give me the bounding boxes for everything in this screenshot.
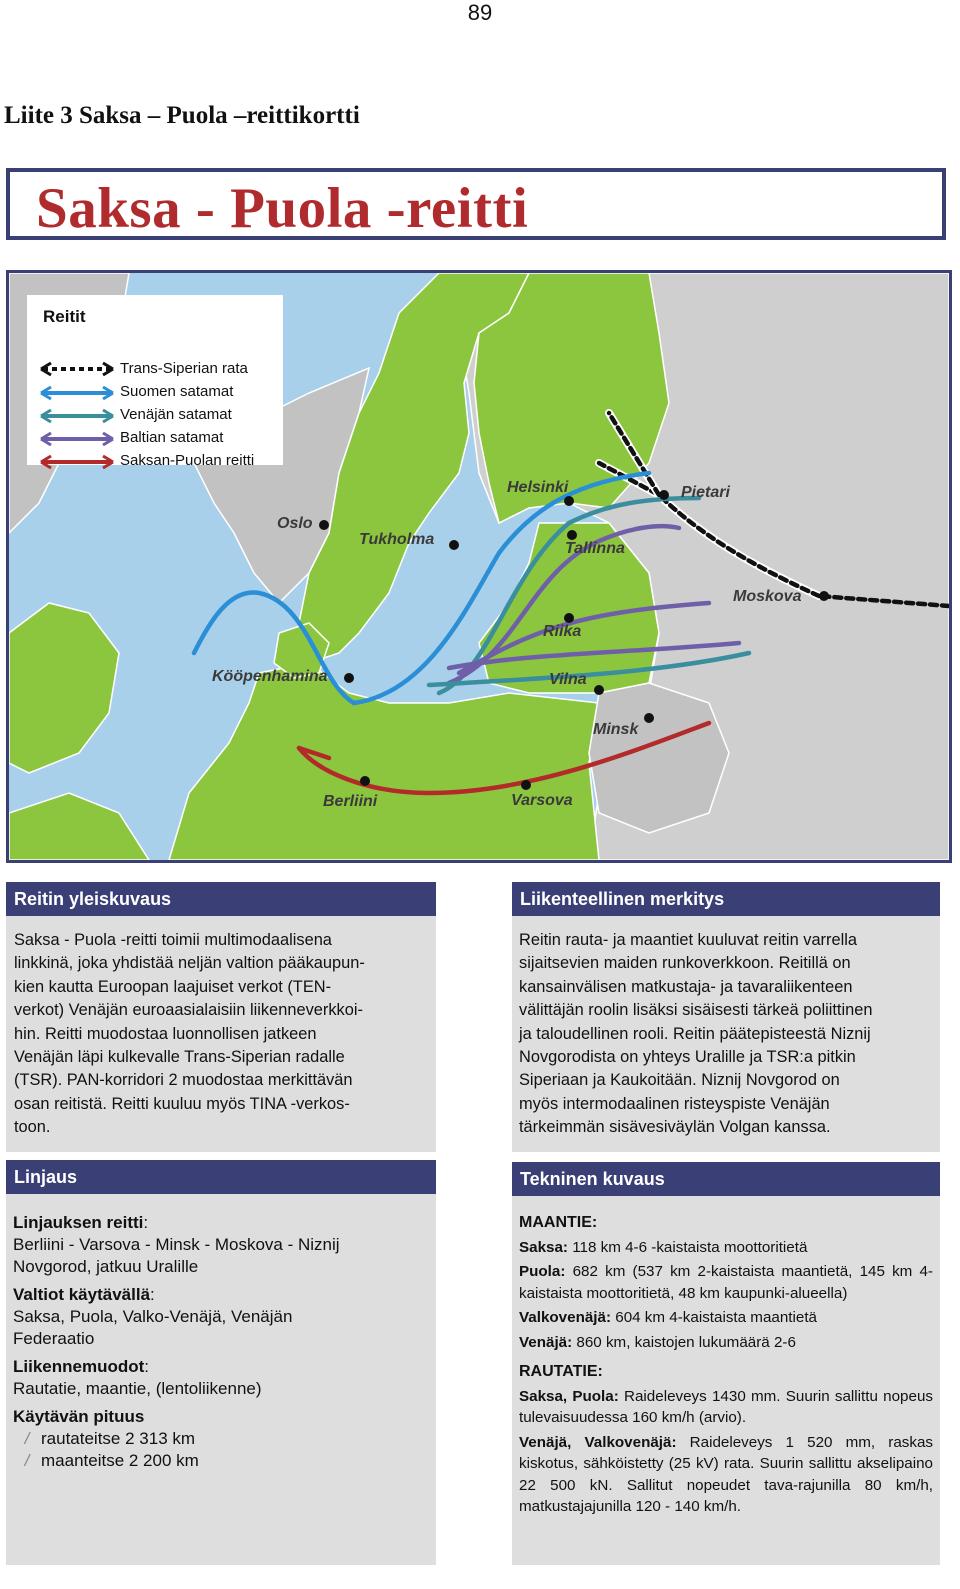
text-line: toon. — [14, 1118, 51, 1137]
text-line: tärkeimmän sisävesiväylän Volgan kanssa. — [519, 1118, 831, 1137]
road-country: Venäjä: — [519, 1333, 573, 1351]
significance-text — [519, 929, 933, 1140]
legend-item: Saksan-Puolan reitti — [120, 452, 255, 469]
text-line: kansainvälisen matkustaja- ja tavaraliikenteen — [519, 977, 853, 996]
alignment-content: Linjauksen reitti: Berliini - Varsova - Minsk - Moskova - Niznij Novgorod, jatkuu Uralille Valtiot käytävällä: Saksa, Puola, Valko-Venäjä, Venäjän Federaatio Liikennemuodot: Rautatie, maantie, (lentoliikenne) Käytävän pituus / rautateitse 2 313 km / maanteitse 2 200 km — [13, 1212, 427, 1472]
text-line: sijaitsevien maiden runkoverkkoon. Reitillä on — [519, 954, 851, 973]
text-line: osan reitistä. Reitti kuuluu myös TINA -verkos- — [14, 1094, 350, 1113]
text-line: välittäjän roolin lisäksi sisäisesti tärkeä poliittinen — [519, 1001, 873, 1020]
route-map — [6, 270, 952, 863]
text-line: Reitin rauta- ja maantiet kuuluvat reitin varrella — [519, 931, 857, 949]
rail-spec: Raideleveys 1430 mm. Suurin sallittu nopeus tulevaisuudessa 160 km/h (arvio). — [519, 1387, 933, 1426]
text-line: verkot) Venäjän euroaasialaisiin liikenneverkkoi- — [14, 1001, 363, 1020]
page-number: 89 — [467, 0, 493, 25]
route-line: Berliini - Varsova - Minsk - Moskova - Niznij — [13, 1235, 340, 1254]
modes-value: Rautatie, maantie, (lentoliikenne) — [13, 1379, 262, 1398]
technical-header: Tekninen kuvaus — [512, 1162, 940, 1196]
appendix-title: Liite 3 Saksa – Puola –reittikortti — [4, 102, 360, 129]
road-country: Puola: — [519, 1263, 566, 1280]
route-title-box — [6, 168, 946, 240]
city-label-moskova: Moskova — [733, 588, 802, 605]
bullet-icon: / — [24, 1451, 30, 1470]
road-spec: 118 km 4-6 -kaistaista moottoritietä — [567, 1238, 808, 1256]
city-label-berliini: Berliini — [323, 793, 378, 810]
legend-arrow-trans-siberian — [39, 361, 115, 377]
rail-spec: Raideleveys 1 520 mm, raskas kiskotus, sähköistetty (25 kV) rata. Suurin sallittu akselipaino 22 500 kN. Sallitut nopeudet tava-rajunilla 80 km/h, matkustajajunilla 120 - 140 km/h. — [519, 1433, 933, 1515]
legend-arrow-germany-poland — [39, 454, 115, 470]
route-label: Linjauksen reitti — [13, 1213, 144, 1232]
text-line: hin. Reitti muodostaa luonnollisen jatkeen — [14, 1024, 317, 1043]
route-title: Saksa - Puola -reitti — [36, 177, 529, 240]
rail-country: Venäjä, Valkovenäjä: — [519, 1433, 677, 1451]
overview-text — [14, 929, 428, 1140]
modes-label: Liikennemuodot — [13, 1357, 145, 1376]
city-label-kooopenhamina: Kööpenhamina — [212, 668, 328, 685]
road-country: Valkovenäjä: — [519, 1309, 612, 1326]
road-country: Saksa: — [519, 1238, 568, 1256]
significance-header: Liikenteellinen merkitys — [512, 882, 940, 916]
city-label-vilna: Vilna — [549, 671, 587, 688]
legend-item: Suomen satamat — [120, 383, 234, 400]
technical-content — [519, 1212, 933, 1518]
legend-title: Reitit — [43, 307, 86, 326]
legend-item: Venäjän satamat — [120, 406, 232, 423]
text-line: myös intermodaalinen risteyspiste Venäjän — [519, 1094, 830, 1113]
states-label: Valtiot käytävällä — [13, 1285, 151, 1304]
alignment-header: Linjaus — [6, 1160, 436, 1194]
text-line: kien kautta Euroopan laajuiset verkot (TEN- — [14, 977, 332, 996]
city-label-helsinki: Helsinki — [507, 479, 569, 496]
city-label-varsova: Varsova — [511, 792, 573, 809]
route-line: Novgorod, jatkuu Uralille — [13, 1257, 199, 1276]
legend-arrow-finnish-ports — [39, 385, 115, 401]
road-title: MAANTIE: — [519, 1214, 598, 1231]
states-line: Federaatio — [13, 1329, 95, 1348]
rail-country: Saksa, Puola: — [519, 1387, 619, 1405]
text-line: (TSR). PAN-korridori 2 muodostaa merkittävän — [14, 1071, 353, 1090]
city-label-oslo: Oslo — [277, 515, 313, 532]
city-label-pietari: Pietari — [681, 484, 730, 501]
road-spec: 860 km, kaistojen lukumäärä 2-6 — [572, 1333, 796, 1351]
text-line: Saksa - Puola -reitti toimii multimodaalisena — [14, 931, 332, 949]
legend-arrow-russian-ports — [39, 408, 115, 424]
city-label-tukholma: Tukholma — [359, 531, 435, 548]
overview-header: Reitin yleiskuvaus — [6, 882, 436, 916]
length-road: maanteitse 2 200 km — [41, 1451, 199, 1470]
bullet-icon: / — [24, 1429, 30, 1448]
legend-item: Trans-Siperian rata — [120, 360, 248, 377]
city-label-tallinna: Tallinna — [565, 540, 625, 557]
legend-item: Baltian satamat — [120, 429, 224, 446]
road-spec: 604 km 4-kaistaista maantietä — [611, 1309, 818, 1326]
length-rail: rautateitse 2 313 km — [41, 1429, 196, 1448]
text-line: linkkinä, joka yhdistää neljän valtion pääkaupun- — [14, 954, 365, 973]
states-line: Saksa, Puola, Valko-Venäjä, Venäjän — [13, 1307, 293, 1326]
length-label: Käytävän pituus — [13, 1407, 145, 1426]
legend-arrow-baltic-ports — [39, 431, 115, 447]
text-line: ja taloudellinen rooli. Reitin päätepisteestä Niznij — [519, 1024, 871, 1043]
map-legend — [27, 295, 283, 469]
text-line: Venäjän läpi kulkevalle Trans-Siperian radalle — [14, 1048, 345, 1067]
road-spec: 682 km (537 km 2-kaistaista maantietä, 145 km 4-kaistaista moottoritietä, 48 km kaupunki-alueella) — [519, 1263, 933, 1302]
text-line: Novgorodista on yhteys Uralille ja TSR:a pitkin — [519, 1048, 856, 1067]
rail-title: RAUTATIE: — [519, 1363, 603, 1380]
text-line: Siperiaan ja Kaukoitään. Niznij Novgorod on — [519, 1071, 840, 1090]
city-label-riika: Riika — [543, 623, 582, 640]
city-label-minsk: Minsk — [593, 721, 639, 738]
